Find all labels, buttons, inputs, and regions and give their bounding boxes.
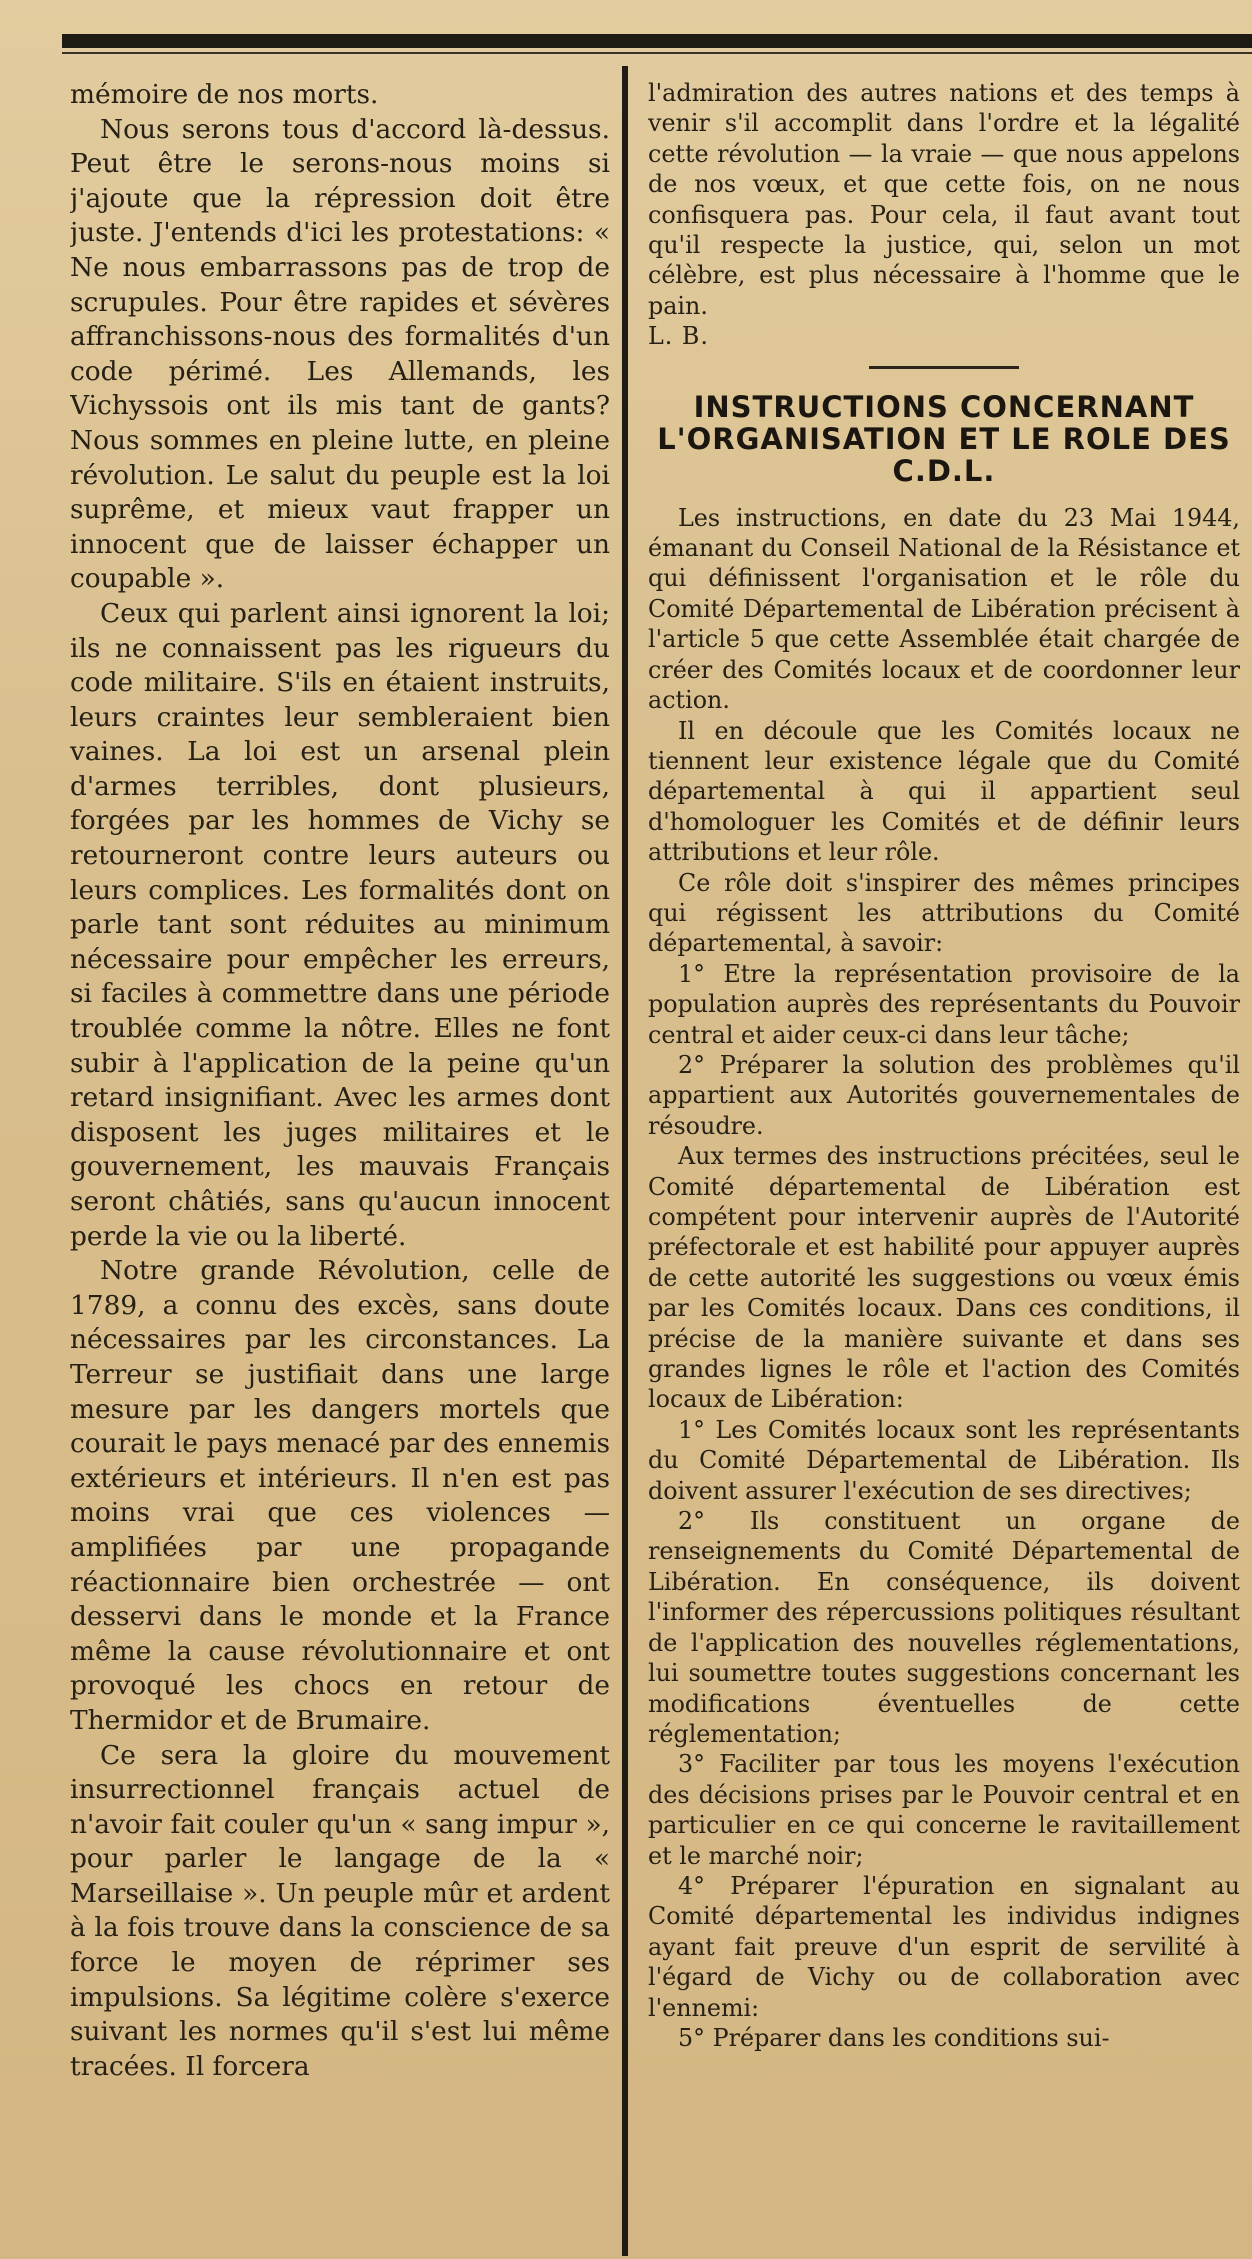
right-list-item: 2° Préparer la solution des problèmes qu'il appartient aux Autorités gouvernementales de résoudre. bbox=[648, 1050, 1240, 1140]
left-paragraph: Ce sera la gloire du mouvement insurrectionnel français actuel de n'avoir fait couler qu'un « sang impur », pour parler le langage de la « Marseillaise ». Un peuple mûr et ardent à la fois trouve dans la conscience de sa force le moyen de réprimer ses impulsions. Sa légitime colère s'exerce suivant les normes qu'il s'est lui même tracées. Il forcera bbox=[70, 1739, 610, 2082]
right-list-item: 1° Les Comités locaux sont les représentants du Comité Départemental de Libération. Ils doivent assurer l'exécution de ses directives; bbox=[648, 1415, 1240, 1505]
right-paragraph: Les instructions, en date du 23 Mai 1944, émanant du Conseil National de la Résistance et qui définissent l'organisation et le rôle du Comité Départemental de Libération précisent à l'article 5 que cette Assemblée était chargée de créer des Comités locaux et de coordonner leur action. bbox=[648, 503, 1240, 715]
right-paragraph: Aux termes des instructions précitées, seul le Comité départemental de Libération est compétent pour intervenir auprès de l'Autorité préfectorale et est habilité pour appuyer auprès de cette autorité les suggestions ou vœux émis par les Comités locaux. Dans ces conditions, il précise de la manière suivante et dans ses grandes lignes le rôle et l'action des Comités locaux de Libération: bbox=[648, 1142, 1240, 1414]
right-paragraph: Ce rôle doit s'inspirer des mêmes principes qui régissent les attributions du Comité départemental, à savoir: bbox=[648, 868, 1240, 958]
right-list-item: 3° Faciliter par tous les moyens l'exécution des décisions prises par le Pouvoir central et en particulier en ce qui concerne le ravitaillement et le marché noir; bbox=[648, 1750, 1240, 1870]
right-list-item: 5° Préparer dans les conditions sui- bbox=[678, 2023, 1110, 2052]
column-divider-rule bbox=[622, 66, 628, 2256]
left-paragraph: mémoire de nos morts. bbox=[70, 79, 379, 110]
left-paragraph: Ceux qui parlent ainsi ignorent la loi; ils ne connaissent pas les rigueurs du code militaire. S'ils en étaient instruits, leurs craintes leur sembleraient bien vaines. La loi est un arsenal plein d'armes terribles, dont plusieurs, forgées par les hommes de Vichy se retourneront contre leurs auteurs ou leurs complices. Les formalités dont on parle tant sont réduites au minimum nécessaire pour empêcher les erreurs, si faciles à commettre dans une période troublée comme la nôtre. Elles ne font subir à l'application de la peine qu'un retard insignifiant. Avec les armes dont disposent les juges militaires et le gouvernement, les mauvais Français seront châtiés, sans qu'aucun innocent perde la vie ou la liberté. bbox=[70, 597, 610, 1252]
right-paragraph: Il en découle que les Comités locaux ne tiennent leur existence légale que du Comité départemental à qui il appartient seul d'homologuer les Comités et de définir leurs attributions et leur rôle. bbox=[648, 716, 1240, 867]
right-article-column bbox=[648, 78, 1240, 2248]
author-signature: L. B. bbox=[648, 322, 709, 351]
left-paragraph: Nous serons tous d'accord là-dessus. Peut être le serons-nous moins si j'ajoute que la répression doit être juste. J'entends d'ici les protestations: « Ne nous embarrassons pas de trop de scrupules. Pour être rapides et sévères affranchissons-nous des formalités d'un code périmé. Les Allemands, les Vichyssois ont ils mis tant de gants? Nous sommes en pleine lutte, en pleine révolution. Le salut du peuple est la loi suprême, et mieux vaut frapper un innocent que de laisser échapper un coupable ». bbox=[70, 113, 610, 595]
right-list-item: 4° Préparer l'épuration en signalant au Comité départemental les individus indignes ayant fait preuve d'un esprit de servilité à l'égard de Vichy ou de collaboration avec l'ennemi: bbox=[648, 1871, 1240, 2022]
article-headline: INSTRUCTIONS CONCERNANT L'ORGANISATION ET LE ROLE DES C.D.L. bbox=[657, 389, 1231, 488]
left-paragraph: Notre grande Révolution, celle de 1789, a connu des excès, sans doute nécessaires par les circonstances. La Terreur se justifiait dans une large mesure par les dangers mortels que courait le pays menacé par des ennemis extérieurs et intérieurs. Il n'en est pas moins vrai que ces violences — amplifiées par une propagande réactionnaire bien orchestrée — ont desservi dans le monde et la France même la cause révolutionnaire et ont provoqué les chocs en retour de Thermidor et de Brumaire. bbox=[70, 1255, 610, 1736]
article-continuation: l'admiration des autres nations et des temps à venir s'il accomplit dans l'ordre et la légalité cette révolution — la vraie — que nous appelons de nos vœux, et que cette fois, on ne nous confisquera pas. Pour cela, il faut avant tout qu'il respecte la justice, qui, selon un mot célèbre, est plus nécessaire à l'homme que le pain. bbox=[648, 79, 1240, 320]
left-article-column bbox=[70, 78, 610, 2248]
section-separator-rule bbox=[869, 366, 1019, 369]
top-border-rule bbox=[62, 34, 1252, 48]
right-list-item: 2° Ils constituent un organe de renseignements du Comité Départemental de Libération. En conséquence, ils doivent l'informer des répercussions politiques résultant de l'application des nouvelles réglementations, lui soumettre toutes suggestions concernant les modifications éventuelles de cette réglementation; bbox=[648, 1507, 1240, 1748]
top-border-thin-rule bbox=[62, 52, 1252, 54]
right-list-item: 1° Etre la représentation provisoire de la population auprès des représentants du Pouvoir central et aider ceux-ci dans leur tâche; bbox=[648, 959, 1240, 1049]
